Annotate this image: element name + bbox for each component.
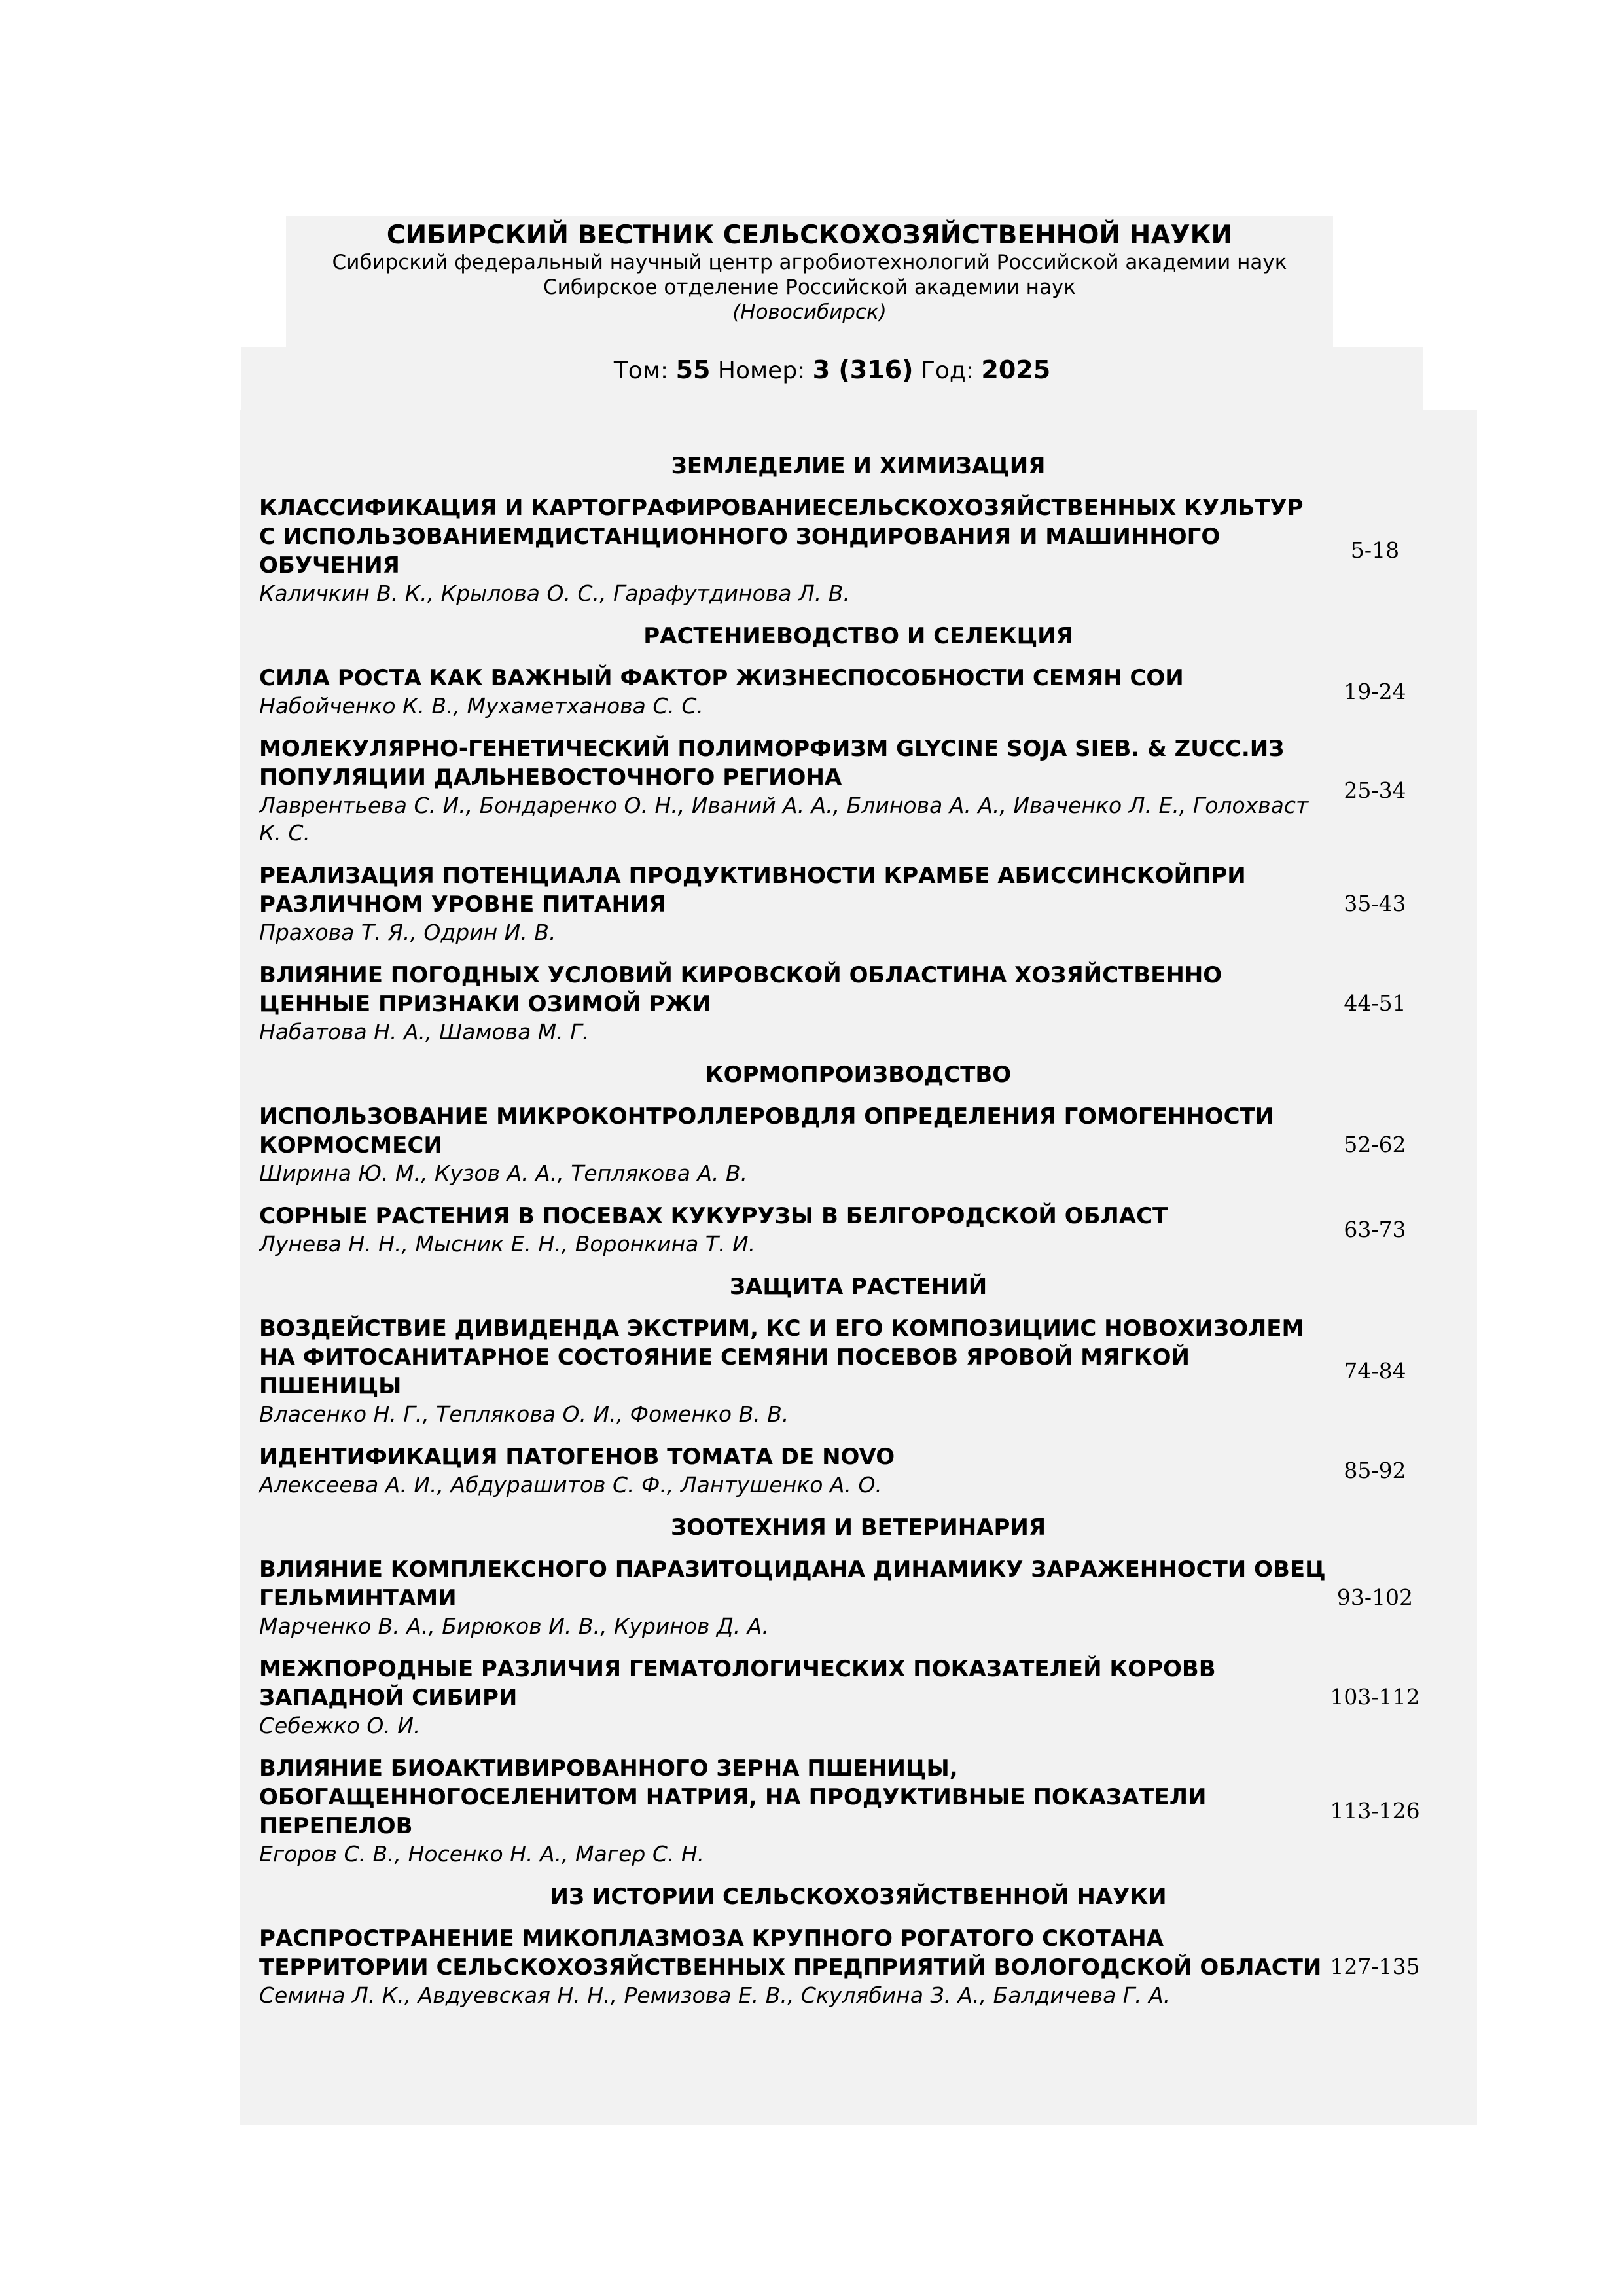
article-authors: Власенко Н. Г., Теплякова О. И., Фоменко В. В.	[259, 1401, 789, 1427]
article-authors: Алексеева А. И., Абдурашитов С. Ф., Лантушенко А. О.	[259, 1472, 882, 1498]
article-title[interactable]: ВОЗДЕЙСТВИЕ ДИВИДЕНДА ЭКСТРИМ, КС И ЕГО КОМПОЗИЦИИС НОВОХИЗОЛЕМ НА ФИТОСАНИТАРНОЕ СОСТОЯНИЕ СЕМЯНИ ПОСЕВОВ ЯРОВОЙ МЯГКОЙ ПШЕНИЦЫ	[259, 1316, 1304, 1399]
article-pages: 35-43	[1344, 891, 1406, 916]
article-info	[240, 1443, 1326, 1499]
article-entry[interactable]	[240, 1202, 1477, 1258]
article-pages: 5-18	[1350, 537, 1400, 563]
article-entry[interactable]	[240, 664, 1477, 720]
article-entry[interactable]	[240, 1102, 1477, 1187]
article-info	[240, 1202, 1326, 1258]
article-authors: Лунева Н. Н., Мысник Е. Н., Воронкина Т. И.	[259, 1231, 756, 1257]
publisher-name: Сибирский федеральный научный центр агробиотехнологий Российской академии наук	[332, 251, 1287, 274]
article-authors: Лаврентьева С. И., Бондаренко О. Н., Иваний А. А., Блинова А. А., Иваченко Л. Е., Голохваст К. С.	[259, 793, 1309, 846]
article-pages: 25-34	[1344, 778, 1406, 803]
year-value: 2025	[981, 355, 1051, 384]
article-info	[240, 493, 1326, 607]
article-info	[240, 1754, 1326, 1868]
article-info	[240, 734, 1326, 847]
article-entry[interactable]	[240, 493, 1477, 607]
article-title[interactable]: ИДЕНТИФИКАЦИЯ ПАТОГЕНОВ ТОМАТА DE NOVO	[259, 1444, 895, 1470]
article-pages: 44-51	[1344, 990, 1406, 1016]
department-name: Сибирское отделение Российской академии наук	[543, 276, 1077, 299]
article-entry[interactable]	[240, 961, 1477, 1046]
article-info	[240, 1655, 1326, 1740]
article-authors: Себежко О. И.	[259, 1713, 421, 1738]
article-info	[240, 1102, 1326, 1187]
article-title[interactable]: РАСПРОСТРАНЕНИЕ МИКОПЛАЗМОЗА КРУПНОГО РОГАТОГО СКОТАНА ТЕРРИТОРИИ СЕЛЬСКОХОЗЯЙСТВЕННЫХ ПРЕДПРИЯТИЙ ВОЛОГОДСКОЙ ОБЛАСТИ	[259, 1926, 1322, 1981]
article-entry[interactable]	[240, 734, 1477, 847]
article-pages: 19-24	[1344, 679, 1406, 704]
publication-city: (Новосибирск)	[732, 300, 887, 324]
article-entry[interactable]	[240, 1754, 1477, 1868]
article-pages: 52-62	[1344, 1132, 1406, 1157]
section-heading: ЗАЩИТА РАСТЕНИЙ	[729, 1274, 988, 1300]
article-info	[240, 961, 1326, 1046]
article-entry[interactable]	[240, 1555, 1477, 1640]
article-authors: Семина Л. К., Авдуевская Н. Н., Ремизова Е. В., Скулябина З. А., Балдичева Г. А.	[259, 1982, 1171, 2008]
article-title[interactable]: КЛАССИФИКАЦИЯ И КАРТОГРАФИРОВАНИЕСЕЛЬСКОХОЗЯЙСТВЕННЫХ КУЛЬТУР С ИСПОЛЬЗОВАНИЕМДИСТАНЦИОННОГО ЗОНДИРОВАНИЯ И МАШИННОГО ОБУЧЕНИЯ	[259, 495, 1304, 579]
article-pages: 85-92	[1344, 1458, 1406, 1483]
journal-title: СИБИРСКИЙ ВЕСТНИК СЕЛЬСКОХОЗЯЙСТВЕННОЙ НАУКИ	[386, 221, 1233, 250]
article-info	[240, 1555, 1326, 1640]
article-authors: Марченко В. А., Бирюков И. В., Куринов Д. А.	[259, 1613, 769, 1639]
article-pages: 103-112	[1330, 1684, 1420, 1710]
article-pages: 63-73	[1344, 1217, 1406, 1242]
number-label: Номер:	[717, 357, 806, 384]
article-title[interactable]: ВЛИЯНИЕ ПОГОДНЫХ УСЛОВИЙ КИРОВСКОЙ ОБЛАСТИНА ХОЗЯЙСТВЕННО ЦЕННЫЕ ПРИЗНАКИ ОЗИМОЙ РЖИ	[259, 962, 1222, 1017]
article-info	[240, 664, 1326, 720]
section-heading: ЗООТЕХНИЯ И ВЕТЕРИНАРИЯ	[670, 1515, 1046, 1541]
article-entry[interactable]	[240, 1655, 1477, 1740]
article-entry[interactable]	[240, 1443, 1477, 1499]
article-info	[240, 1924, 1326, 2009]
volume-value: 55	[675, 355, 711, 384]
article-entry[interactable]	[240, 1314, 1477, 1428]
article-title[interactable]: ВЛИЯНИЕ КОМПЛЕКСНОГО ПАРАЗИТОЦИДАНА ДИНАМИКУ ЗАРАЖЕННОСТИ ОВЕЦ ГЕЛЬМИНТАМИ	[259, 1556, 1326, 1611]
article-authors: Прахова Т. Я., Одрин И. В.	[259, 920, 556, 945]
article-title[interactable]: СИЛА РОСТА КАК ВАЖНЫЙ ФАКТОР ЖИЗНЕСПОСОБНОСТИ СЕМЯН СОИ	[259, 665, 1184, 691]
article-authors: Набатова Н. А., Шамова М. Г.	[259, 1019, 590, 1045]
article-title[interactable]: ВЛИЯНИЕ БИОАКТИВИРОВАННОГО ЗЕРНА ПШЕНИЦЫ, ОБОГАЩЕННОГОСЕЛЕНИТОМ НАТРИЯ, НА ПРОДУКТИВНЫЕ ПОКАЗАТЕЛИ ПЕРЕПЕЛОВ	[259, 1755, 1207, 1839]
article-pages: 127-135	[1330, 1954, 1420, 1979]
article-entry[interactable]	[240, 1924, 1477, 2009]
article-title[interactable]: МЕЖПОРОДНЫЕ РАЗЛИЧИЯ ГЕМАТОЛОГИЧЕСКИХ ПОКАЗАТЕЛЕЙ КОРОВВ ЗАПАДНОЙ СИБИРИ	[259, 1656, 1216, 1711]
number-value: 3 (316)	[812, 355, 914, 384]
article-title[interactable]: СОРНЫЕ РАСТЕНИЯ В ПОСЕВАХ КУКУРУЗЫ В БЕЛГОРОДСКОЙ ОБЛАСТ	[259, 1203, 1168, 1229]
section-heading: КОРМОПРОИЗВОДСТВО	[705, 1062, 1012, 1088]
article-title[interactable]: ИСПОЛЬЗОВАНИЕ МИКРОКОНТРОЛЛЕРОВДЛЯ ОПРЕДЕЛЕНИЯ ГОМОГЕННОСТИ КОРМОСМЕСИ	[259, 1103, 1274, 1158]
section-heading: РАСТЕНИЕВОДСТВО И СЕЛЕКЦИЯ	[643, 623, 1073, 649]
article-authors: Егоров С. В., Носенко Н. А., Магер С. Н.	[259, 1841, 705, 1867]
article-authors: Набойченко К. В., Мухаметханова С. С.	[259, 693, 704, 719]
article-pages: 74-84	[1344, 1358, 1406, 1384]
year-label: Год:	[920, 357, 974, 384]
article-entry[interactable]	[240, 861, 1477, 946]
article-title[interactable]: РЕАЛИЗАЦИЯ ПОТЕНЦИАЛА ПРОДУКТИВНОСТИ КРАМБЕ АБИССИНСКОЙПРИ РАЗЛИЧНОМ УРОВНЕ ПИТАНИЯ	[259, 863, 1246, 918]
section-heading: ИЗ ИСТОРИИ СЕЛЬСКОХОЗЯЙСТВЕННОЙ НАУКИ	[550, 1884, 1167, 1910]
article-pages: 93-102	[1336, 1585, 1414, 1610]
volume-label: Том:	[613, 357, 669, 384]
article-title[interactable]: МОЛЕКУЛЯРНО-ГЕНЕТИЧЕСКИЙ ПОЛИМОРФИЗМ GLYCINE SOJA SIEB. & ZUCC.ИЗ ПОПУЛЯЦИИ ДАЛЬНЕВОСТОЧНОГО РЕГИОНА	[259, 736, 1285, 791]
article-authors: Каличкин В. К., Крылова О. С., Гарафутдинова Л. В.	[259, 581, 850, 606]
article-info	[240, 861, 1326, 946]
article-authors: Ширина Ю. М., Кузов А. А., Теплякова А. В.	[259, 1160, 748, 1186]
article-info	[240, 1314, 1326, 1428]
issue-info	[241, 353, 1423, 387]
table-of-contents	[240, 452, 1477, 2024]
article-pages: 113-126	[1330, 1798, 1420, 1823]
section-heading: ЗЕМЛЕДЕЛИЕ И ХИМИЗАЦИЯ	[671, 453, 1046, 479]
